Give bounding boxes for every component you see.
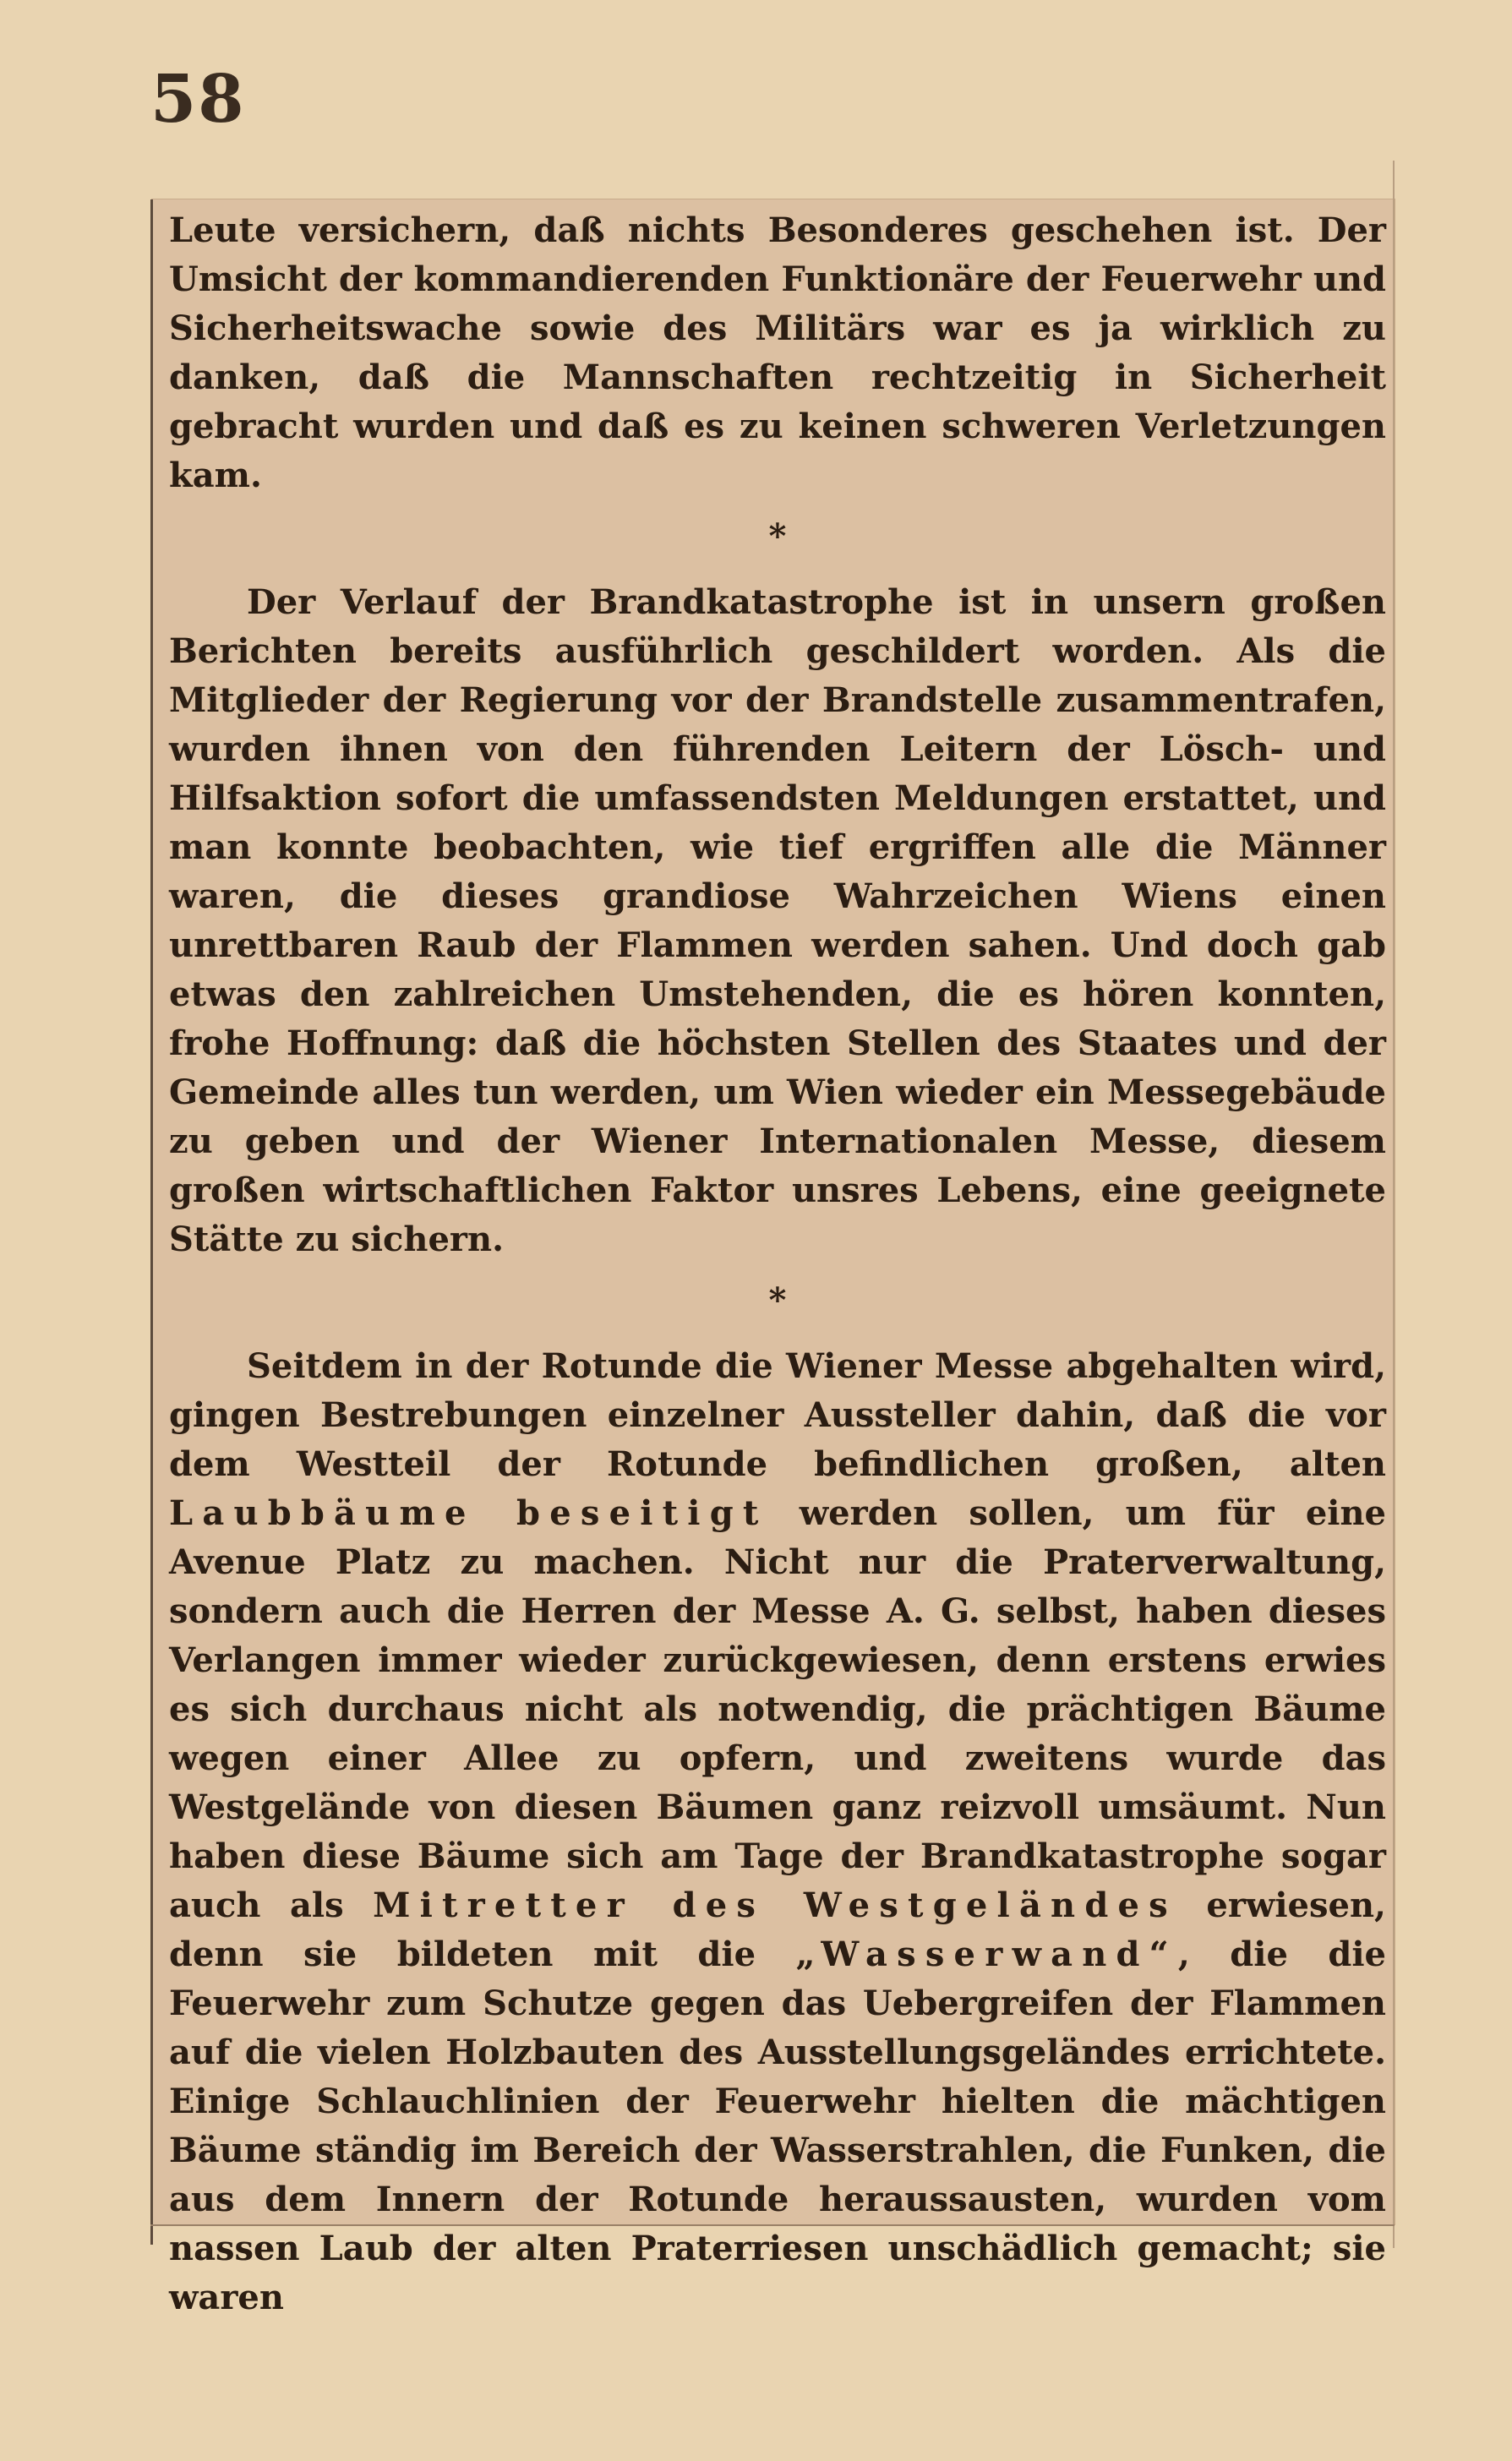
paragraph-3 (169, 1342, 1386, 2322)
section-separator-2: * (768, 1280, 787, 1320)
paragraph-2: Der Verlauf der Brandkatastrophe ist in unsern großen Berichten bereits ausführlich geschildert worden. Als die Mitglieder der Regierung vor der Brandstelle zusammentrafen, wurden ihnen von den führenden Leitern der Lösch- und Hilfsaktion sofort die umfassendsten Meldungen erstattet, und man konnte beobachten, wie tief ergriffen alle die Männer waren, die dieses grandiose Wahrzeichen Wiens einen unrettbaren Raub der Flammen werden sahen. Und doch gab etwas den zahlreichen Umstehenden, die es hören konnten, frohe Hoffnung: daß die höchsten Stellen des Staates und der Gemeinde alles tun werden, um Wien wieder ein Messegebäude zu geben und der Wiener Internationalen Messe, diesem großen wirtschaftlichen Faktor unsres Lebens, eine geeignete Stätte zu sichern. (169, 582, 1386, 1259)
paragraph-3-part-c: erwiesen, denn sie bildeten mit die (169, 1885, 1386, 1974)
page-number: 58 (150, 61, 246, 138)
spaced-phrase-wasserwand: „Wasserwand“ (795, 1934, 1178, 1974)
paragraph-3-part-d: , die die Feuerwehr zum Schutze gegen das Uebergreifen der Flammen auf die vielen Holzbauten des Ausstellungsgeländes errichtete. Einige Schlauchlinien der Feuerwehr hielten die mächtigen Bäume ständig im Bereich der Wasserstrahlen, die Funken, die aus dem Innern der Rotunde heraussausten, wurden vom nassen Laub der alten Praterriesen unschädlich gemacht; sie waren (169, 1934, 1386, 2317)
spaced-phrase-mitretter: Mitretter des Westgeländes (373, 1885, 1177, 1925)
clipping-left-edge (150, 199, 153, 2245)
section-separator-1: * (768, 516, 787, 556)
clipping-right-edge (1393, 161, 1395, 2248)
paragraph-3-part-b: werden sollen, um für eine Avenue Platz zu machen. Nicht nur die Praterverwaltung, sondern auch die Herren der Messe A. G. selbst, haben dieses Verlangen immer wieder zurückgewiesen, denn erstens erwies es sich durchaus nicht als notwendig, die prächtigen Bäume wegen einer Allee zu opfern, und zweitens wurde das Westgelände von diesen Bäumen ganz reizvoll umsäumt. Nun haben diese Bäume sich am Tage der Brandkatastrophe sogar auch als (169, 1493, 1386, 1925)
article-text (169, 206, 1386, 2322)
paragraph-1: Leute versichern, daß nichts Besonderes geschehen ist. Der Umsicht der kommandierenden Funktionäre der Feuerwehr und Sicherheitswache sowie des Militärs war es ja wirklich zu danken, daß die Mannschaften rechtzeitig in Sicherheit gebracht wurden und daß es zu keinen schweren Verletzungen kam. (169, 210, 1386, 495)
spaced-phrase-laubbaeume: Laubbäume beseitigt (169, 1493, 768, 1533)
paragraph-3-part-a: Seitdem in der Rotunde die Wiener Messe abgehalten wird, gingen Bestrebungen einzelner Aussteller dahin, daß die vor dem Westteil der Rotunde befindlichen großen, alten (169, 1346, 1386, 1484)
